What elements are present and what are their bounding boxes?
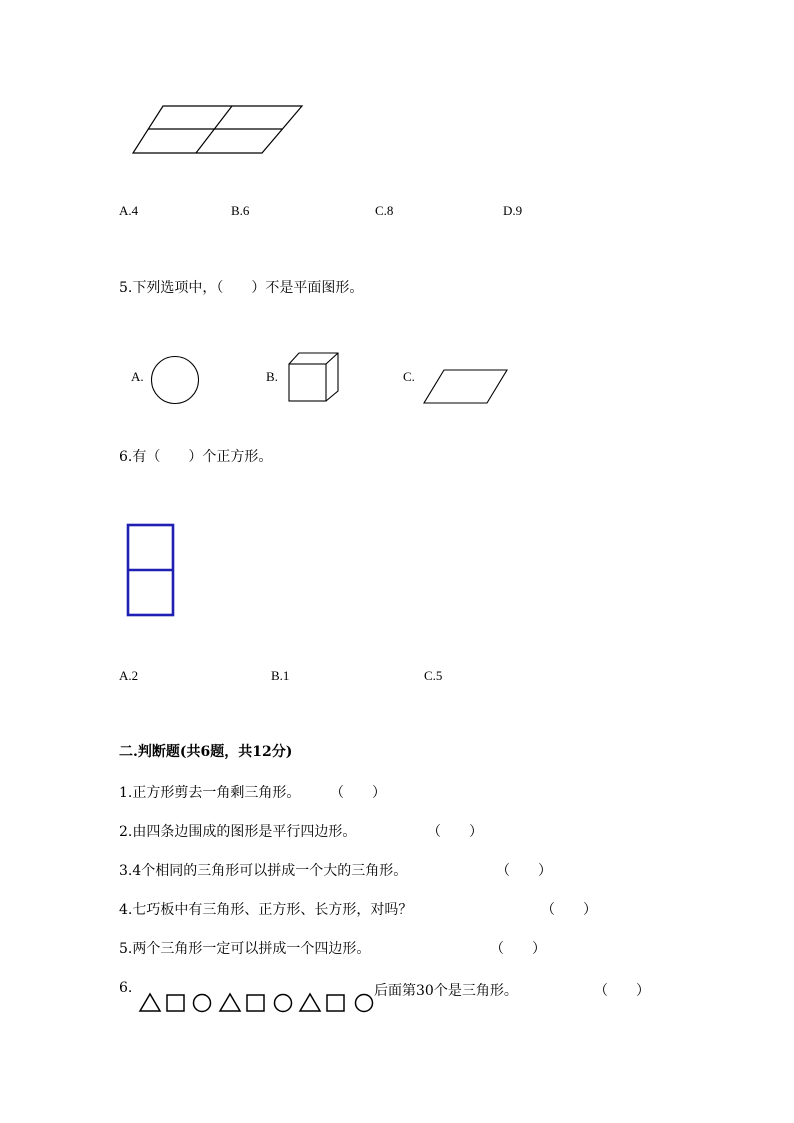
tf-blank-3[interactable]: （ ）: [496, 863, 552, 879]
tf-item-3: 3.4个相同的三角形可以拼成一个大的三角形。: [119, 863, 408, 879]
q6-option-c[interactable]: C.5: [424, 668, 443, 683]
q4-option-d[interactable]: D.9: [503, 203, 523, 218]
cube-figure: [289, 353, 338, 401]
tf-blank-1[interactable]: （ ）: [330, 785, 386, 801]
tf-item-5: 5.两个三角形一定可以拼成一个四边形。: [119, 941, 371, 957]
tf-item-1: 1.正方形剪去一角剩三角形。: [119, 785, 301, 801]
q4-option-b[interactable]: B.6: [231, 203, 250, 218]
tf-item-2: 2.由四条边围成的图形是平行四边形。: [119, 824, 357, 840]
tf-item-4: 4.七巧板中有三角形、正方形、长方形，对吗？: [119, 902, 413, 918]
parallelogram-figure: [424, 370, 507, 403]
tf-item-6: 6.: [119, 980, 133, 996]
q4-option-a[interactable]: A.4: [119, 203, 139, 218]
q5-option-a[interactable]: A.: [131, 369, 144, 384]
q6-option-a[interactable]: A.2: [119, 668, 139, 683]
q4-option-c[interactable]: C.8: [375, 203, 394, 218]
circle-figure: [152, 357, 199, 404]
tf-blank-2[interactable]: （ ）: [427, 824, 483, 840]
tf-blank-4[interactable]: （ ）: [541, 902, 597, 918]
tf-blank-5[interactable]: （ ）: [490, 941, 546, 957]
q5-question: 5.下列选项中，（ ）不是平面图形。: [119, 280, 364, 296]
q5-option-b[interactable]: B.: [266, 369, 278, 384]
section-heading: 二.判断题(共6题，共12分): [119, 744, 293, 760]
tf-blank-6[interactable]: （ ）: [594, 983, 650, 999]
q5-option-c[interactable]: C.: [403, 369, 415, 384]
tf-item-6-tail: 后面第30个是三角形。: [374, 983, 518, 999]
q6-option-b[interactable]: B.1: [271, 668, 290, 683]
q6-question: 6.有（ ）个正方形。: [119, 449, 273, 465]
